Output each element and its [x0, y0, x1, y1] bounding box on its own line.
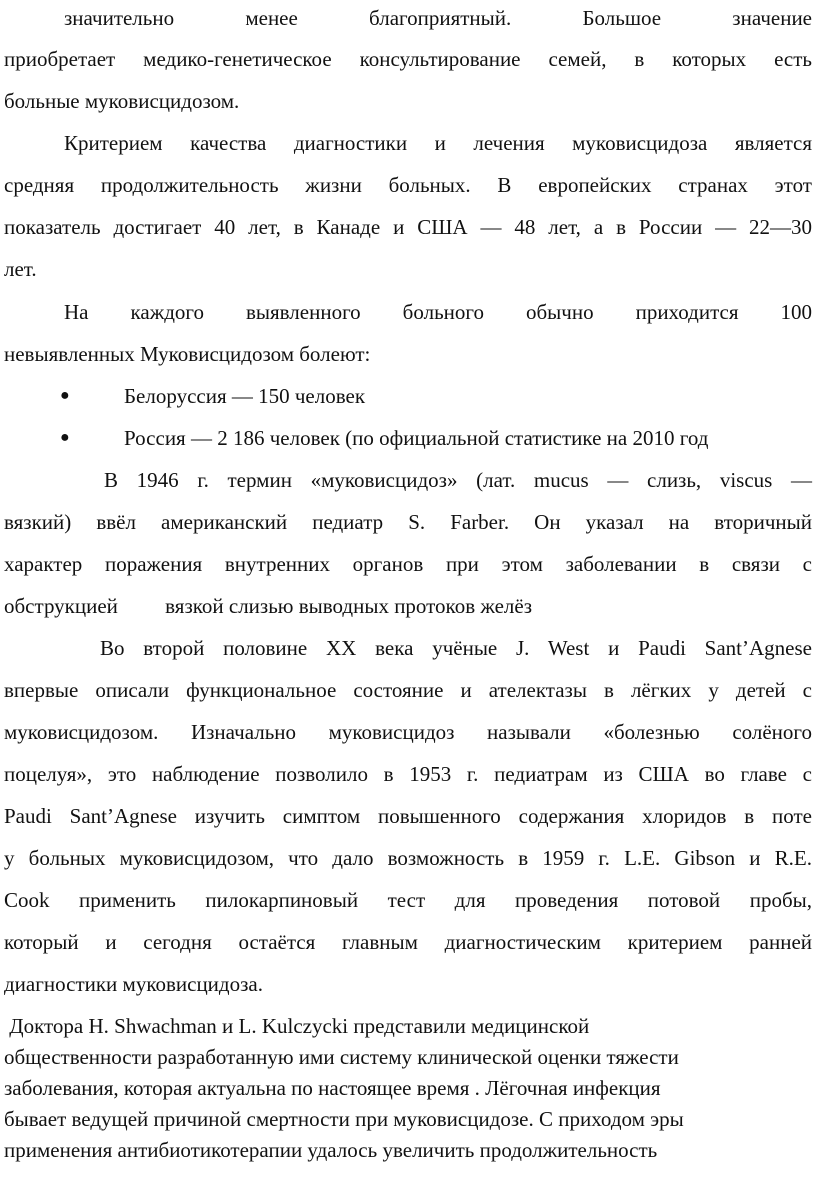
paragraph-5-line-6: у больных муковисцидозом, что дало возможность в 1959 г. L.E. Gibson и R.E. — [4, 846, 812, 870]
list-item — [0, 384, 816, 408]
paragraph-4-line-2: вязкий) ввёл американский педиатр S. Farber. Он указал на вторичный — [4, 510, 812, 534]
paragraph-5-line-5: Paudi Sant’Agnese изучить симптом повышенного содержания хлоридов в поте — [4, 804, 812, 828]
paragraph-6-line-2: общественности разработанную ими систему клинической оценки тяжести — [4, 1045, 679, 1069]
paragraph-4-line-1: В 1946 г. термин «муковисцидоз» (лат. mucus — слизь, viscus — — [104, 468, 812, 492]
bullet-icon: ● — [60, 387, 70, 404]
paragraph-2-line-2: средняя продолжительность жизни больных. В европейских странах этот — [4, 173, 812, 197]
list-item-text: Россия — 2 186 человек (по официальной статистике на 2010 год — [124, 426, 709, 450]
paragraph-5-line-8: который и сегодня остаётся главным диагностическим критерием ранней — [4, 930, 812, 954]
paragraph-5-line-1: Во второй половине XX века учёные J. West и Paudi Sant’Agnese — [100, 636, 812, 660]
paragraph-2-line-4: лет. — [4, 257, 37, 281]
list-item — [0, 426, 816, 450]
list-item-text: Белоруссия — 150 человек — [124, 384, 366, 408]
paragraph-1-line-1: значительно менее благоприятный. Большое значение — [64, 6, 812, 30]
paragraph-1-line-2: приобретает медико-генетическое консультирование семей, в которых есть — [4, 47, 812, 71]
paragraph-5-line-3: муковисцидозом. Изначально муковисцидоз называли «болезнью солёного — [4, 720, 812, 744]
paragraph-3-line-1: На каждого выявленного больного обычно приходится 100 — [64, 300, 812, 324]
paragraph-3-line-2: невыявленных Муковисцидозом болеют: — [4, 342, 371, 366]
paragraph-2-line-1: Критерием качества диагностики и лечения муковисцидоза является — [64, 131, 812, 155]
bullet-icon: ● — [60, 429, 70, 446]
paragraph-4-line-3: характер поражения внутренних органов при этом заболевании в связи с — [4, 552, 812, 576]
paragraph-6-line-3: заболевания, которая актуальна по настоящее время . Лёгочная инфекция — [4, 1076, 661, 1100]
paragraph-4-line-4: обструкцией вязкой слизью выводных протоков желёз — [4, 594, 533, 618]
paragraph-6-line-1: Доктора H. Shwachman и L. Kulczycki представили медицинской — [4, 1014, 590, 1038]
paragraph-5-line-2: впервые описали функциональное состояние и ателектазы в лёгких у детей с — [4, 678, 812, 702]
paragraph-1-line-3: больные муковисцидозом. — [4, 89, 240, 113]
paragraph-5-line-4: поцелуя», это наблюдение позволило в 1953 г. педиатрам из США во главе с — [4, 762, 812, 786]
paragraph-6-line-5: применения антибиотикотерапии удалось увеличить продолжительность — [4, 1138, 658, 1162]
paragraph-6-line-4: бывает ведущей причиной смертности при муковисцидозе. С приходом эры — [4, 1107, 684, 1131]
paragraph-2-line-3: показатель достигает 40 лет, в Канаде и США — 48 лет, а в России — 22—30 — [4, 215, 812, 239]
paragraph-5-line-9: диагностики муковисцидоза. — [4, 972, 263, 996]
paragraph-5-line-7: Cook применить пилокарпиновый тест для проведения потовой пробы, — [4, 888, 812, 912]
